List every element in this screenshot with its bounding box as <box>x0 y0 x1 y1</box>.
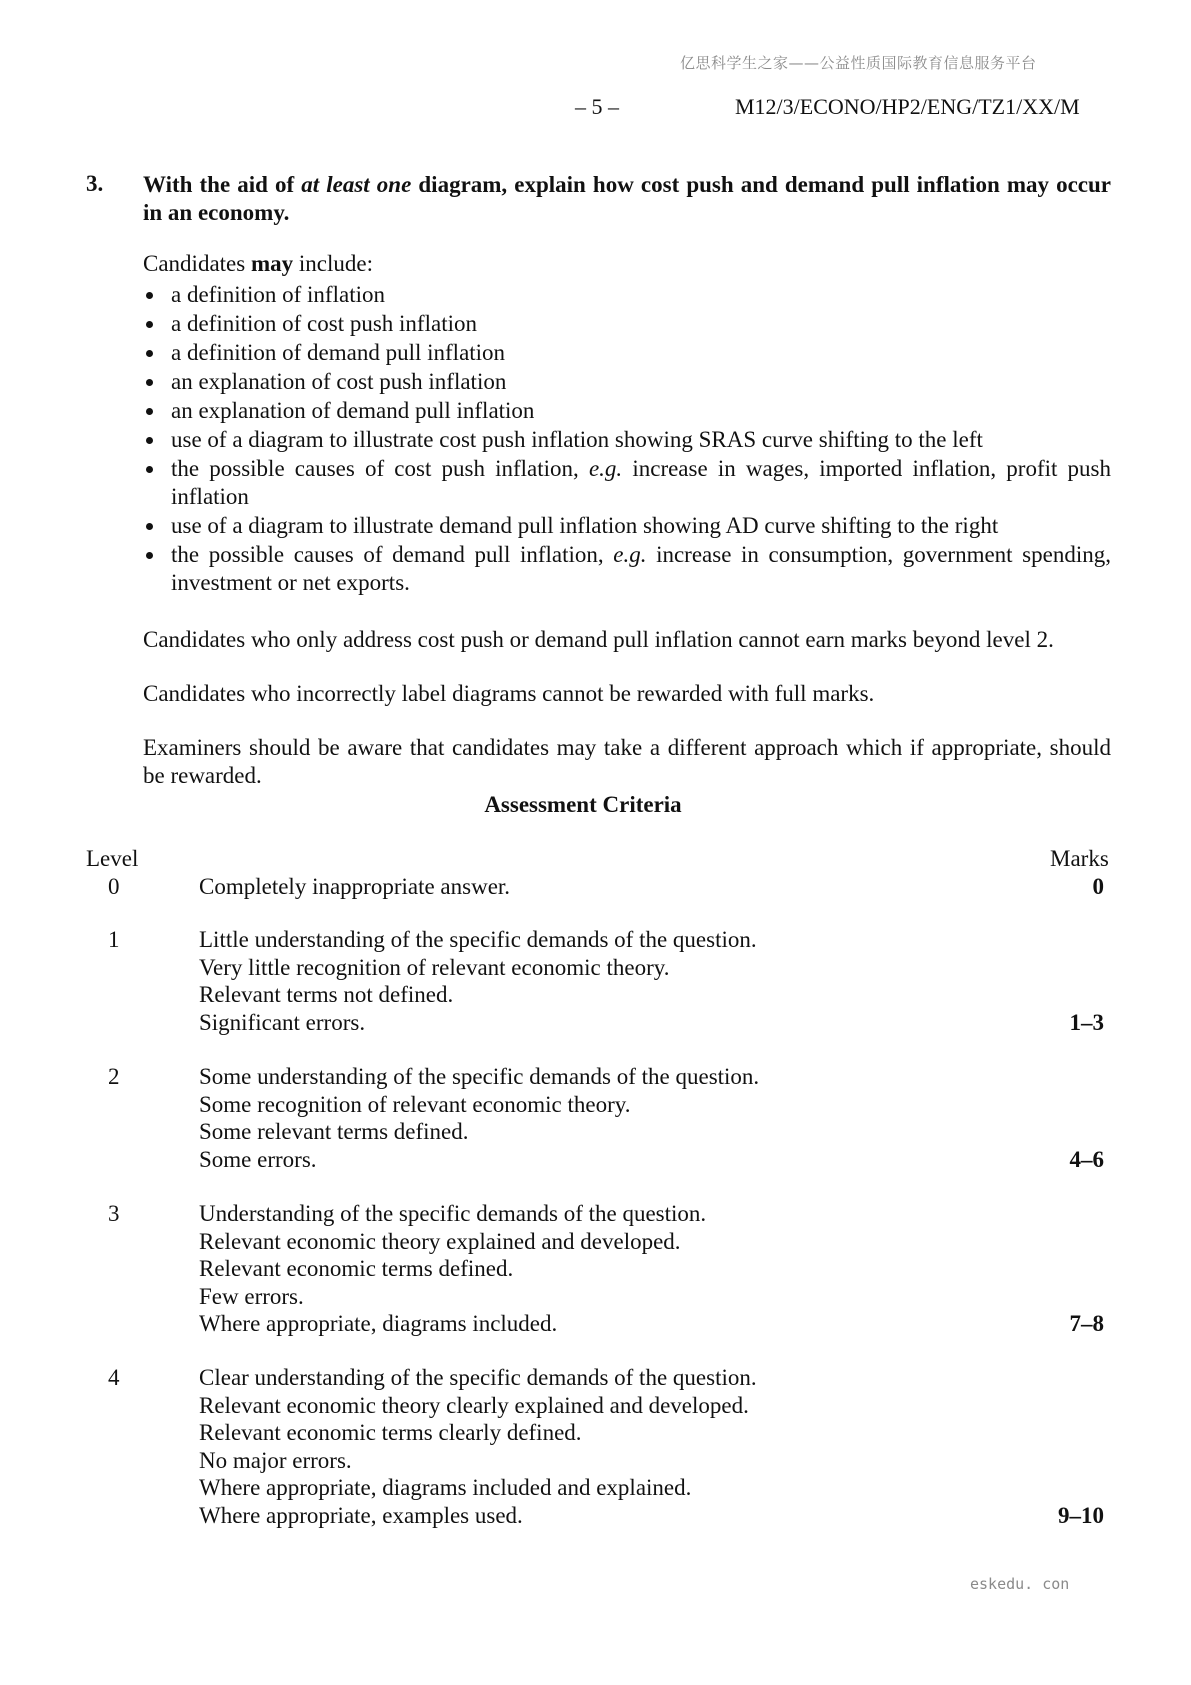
bullet-item: an explanation of demand pull inflation <box>143 397 1111 425</box>
marks-value: 9–10 <box>1058 1502 1104 1528</box>
level-number: 0 <box>108 874 120 899</box>
question-emphasis: at least one <box>301 172 412 197</box>
marks-value: 0 <box>1092 874 1104 899</box>
level-descriptor: Understanding of the specific demands of the question. Relevant economic theory explained and developed. Relevant economic terms defined. Few errors. Where appropriate, diagrams included. <box>199 1201 707 1336</box>
question-text: With the aid of at least one diagram, explain how cost push and demand pull inflation may occur in an economy. <box>143 172 1111 225</box>
page-number: – 5 – <box>575 94 619 119</box>
intro-line: Candidates may include: <box>143 251 373 276</box>
question-number: 3. <box>86 171 104 196</box>
bullet-item: use of a diagram to illustrate cost push inflation showing SRAS curve shifting to the left <box>143 426 1111 454</box>
content-bullet-list <box>143 281 1111 598</box>
bullet-item: a definition of demand pull inflation <box>143 339 1111 367</box>
note-examiners: Examiners should be aware that candidates may take a different approach which if appropriate, should be rewarded. <box>143 735 1111 788</box>
marks-value: 4–6 <box>1069 1146 1104 1172</box>
note-diagram-labels: Candidates who incorrectly label diagrams cannot be rewarded with full marks. <box>143 681 875 706</box>
level-column-header: Level <box>86 846 139 871</box>
level-number: 3 <box>108 1201 120 1226</box>
bullet-item: a definition of cost push inflation <box>143 310 1111 338</box>
watermark-top: 亿思科学生之家——公益性质国际教育信息服务平台 <box>680 54 1037 72</box>
note-level-limit: Candidates who only address cost push or demand pull inflation cannot earn marks beyond level 2. <box>143 627 1054 652</box>
marks-column-header: Marks <box>1050 846 1109 871</box>
level-descriptor: Some understanding of the specific demands of the question. Some recognition of relevant economic theory. Some relevant terms defined. Some errors. <box>199 1064 760 1172</box>
level-number: 2 <box>108 1064 120 1089</box>
marks-value: 7–8 <box>1069 1311 1104 1336</box>
bullet-item: use of a diagram to illustrate demand pull inflation showing AD curve shifting to the right <box>143 512 1111 540</box>
bullet-item: a definition of inflation <box>143 281 1111 309</box>
marks-value: 1–3 <box>1069 1009 1104 1035</box>
level-number: 1 <box>108 927 120 952</box>
bullet-item: the possible causes of demand pull inflation, e.g. increase in consumption, government spending, investment or net exports. <box>143 541 1111 597</box>
assessment-criteria-title: Assessment Criteria <box>484 792 682 817</box>
level-descriptor: Little understanding of the specific demands of the question. Very little recognition of relevant economic theory. Relevant terms not defined. Significant errors. <box>199 927 757 1035</box>
paper-code: M12/3/ECONO/HP2/ENG/TZ1/XX/M <box>735 94 1080 119</box>
bullet-item: the possible causes of cost push inflation, e.g. increase in wages, imported inflation, profit push inflation <box>143 455 1111 511</box>
level-descriptor: Completely inappropriate answer. <box>199 874 511 899</box>
watermark-bottom: eskedu. con <box>970 1575 1070 1593</box>
level-number: 4 <box>108 1365 120 1390</box>
level-descriptor: Clear understanding of the specific demands of the question. Relevant economic theory clearly explained and developed. Relevant economic terms clearly defined. No major errors. Where appropriate, diagrams included and explained. Where appropriate, examples used. <box>199 1365 757 1528</box>
bullet-item: an explanation of cost push inflation <box>143 368 1111 396</box>
